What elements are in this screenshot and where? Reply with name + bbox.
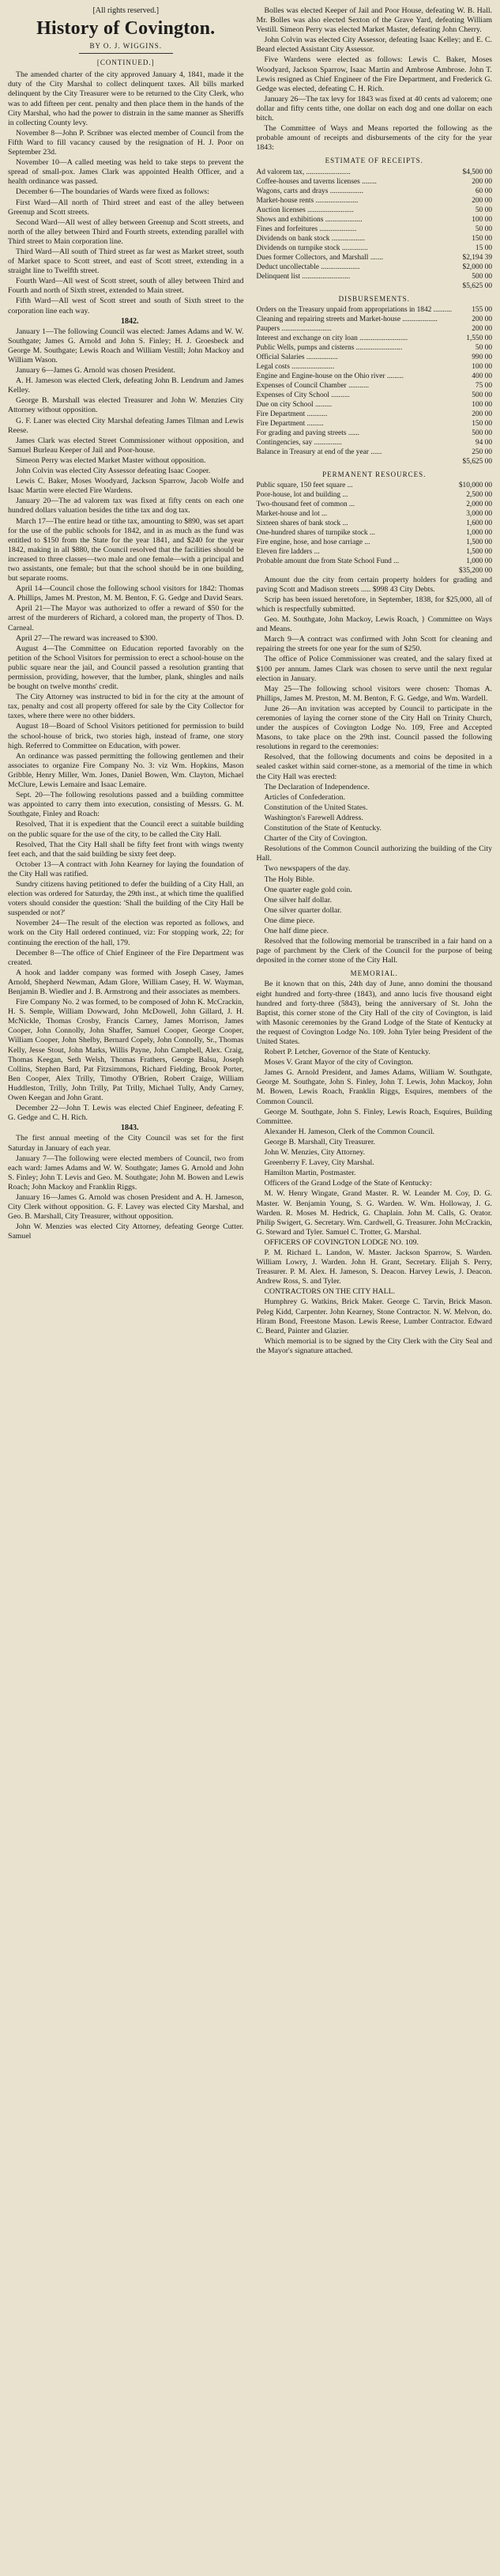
item-amount: $10,000 00 [458, 481, 492, 489]
item-label: Sixteen shares of bank stock ... [256, 519, 348, 527]
item-label: Fire Department ........... [256, 410, 328, 418]
paragraph: Lewis C. Baker, Moses Woodyard, Jackson Sparrow, Jacob Wolfe and Isaac Martin were elected Fire Wardens. [8, 477, 244, 496]
item-amount: 1,000 00 [466, 557, 492, 565]
paragraph: The City Attorney was instructed to bid in for the city at the amount of tax, penalty and cost all property offered for sale by the City Collector for taxes, where there were no other bidders. [8, 693, 244, 721]
paragraph: P. M. Richard L. Landon, W. Master. Jackson Sparrow, S. Warden. William Lowry, J. Warden. John H. Grant, Secretary. Elijah S. Perry, Treasurer. P. M. Alex. H. Jameson, S. Deacon. Harvey Lewis, J. Deacon. Andrew Ross, S. and Tyler. [256, 1248, 492, 1286]
paragraph: Charter of the City of Covington. [264, 834, 368, 844]
item-amount: 100 00 [472, 215, 492, 224]
item-label: Eleven fire ladders ... [256, 547, 320, 556]
item-label: Public Wells, pumps and cisterns ......................... [256, 343, 403, 352]
paragraph: Sept. 20—The following resolutions passed and a building committee was appointed to carry them into execution, consisting of Messrs. G. M. Southgate, Finley and Roach: [8, 791, 244, 819]
paragraph: One silver quarter dollar. [264, 905, 342, 915]
table-row [257, 253, 493, 263]
paragraph: Be it known that on this, 24th day of June, anno domini the thousand eight hundred and forty-three (1843), and anno lucis five thousand eight hundred and forty-three (5843), being the anniversary of St. John the Baptist, this corner stone of the City Hall of the city of Covington, is laid with Masonic ceremonies by the Grand Lodge of the State of Kentucky at the request of Covington Lodge No. 109. John Tyler being President of the United States. [256, 980, 492, 1046]
paragraph: Second Ward—All west of alley between Greenup and Scott streets, and north of the alley between Third and Fourth streets, extending parallel with Third street to Main corporation line. [8, 217, 244, 246]
paragraph: January 6—James G. Arnold was chosen President. [16, 366, 175, 376]
item-amount: $2,000 00 [462, 263, 492, 271]
paragraph: November 24—The result of the election was reported as follows, and work on the City Hall ordered continued, viz: For stopping work, 22; for continuing the erection of the hall, 179. [8, 919, 244, 947]
item-label: For grading and paving streets ...... [256, 429, 359, 437]
receipts-heading: ESTIMATE OF RECEIPTS. [325, 157, 423, 165]
table-row [257, 419, 493, 429]
paragraph: Fifth Ward—All west of Scott street and south of Sixth street to the corporation line each way. [8, 297, 244, 315]
table-row [257, 500, 493, 509]
table-row [257, 206, 493, 215]
paragraph: Simeon Perry was elected Market Master without opposition. [16, 455, 206, 465]
table-row [257, 168, 493, 177]
paragraph: March 17—The entire head or tithe tax, amounting to $890, was set apart for the use of the public schools for 1842, and in as much as the fund was entitled to $150 from the State for the year 1841, and $240 for the year 1842, making in all $880, the Council resolved that the facilities should be increased to three classes—two male and one female—with a principal and two assistants, one female; but that the school should be in one building, but separate rooms. [8, 516, 244, 584]
paragraph: November 8—John P. Scribner was elected member of Council from the Fifth Ward to fill vacancy caused by the resignation of H. J. Poor on September 23d. [8, 128, 244, 157]
table-row [257, 272, 493, 281]
disbursements-heading: DISBURSEMENTS. [338, 294, 410, 303]
paragraph: G. F. Laner was elected City Marshal defeating James Tilman and Lewis Reese. [8, 416, 244, 435]
paragraph: 1843. [121, 1124, 139, 1133]
paragraph: April 27—The reward was increased to $300. [16, 633, 158, 643]
paragraph: Sundry citizens having petitioned to defer the building of a City Hall, an election was ordered for Saturday, the 29th inst., at which time the qualified voters should consider the question: 'Shall the building of the City Hall be suspended or not?' [8, 879, 244, 918]
permanent-heading: PERMANENT RESOURCES. [322, 470, 427, 478]
paragraph: John Colvin was elected City Assessor, defeating Isaac Kelley; and E. C. Beard elected Assistant City Assessor. [256, 36, 492, 55]
item-amount: $35,200 00 [458, 566, 492, 575]
table-row [257, 557, 493, 566]
item-amount: 250 00 [472, 448, 492, 456]
right-top-paragraphs [257, 6, 493, 153]
table-row [257, 281, 493, 291]
item-amount: 400 00 [472, 372, 492, 380]
table-row [257, 244, 493, 253]
paragraph: November 10—A called meeting was held to take steps to prevent the spread of small-pox. James Clark was appointed Health Officer, and a health ordinance was passed. [8, 158, 244, 187]
item-label: Public square, 150 feet square ... [256, 481, 353, 489]
paragraph: August 18—Board of School Visitors petitioned for permission to build the school-house of brick, two stories high, instead of frame, one story high. Referred to Committee on Education, with power. [8, 722, 244, 750]
paragraph: Greenberry F. Lavey, City Marshal. [264, 1158, 374, 1168]
item-amount: 100 00 [472, 362, 492, 371]
paragraph: Which memorial is to be signed by the City Clerk with the City Seal and the Mayor's signature attached. [256, 1336, 492, 1355]
item-label: Official Salaries ................. [256, 353, 338, 361]
paragraph: April 14—Council chose the following school visitors for 1842: Thomas A. Phillips, James M. Preston, M. M. Benton, F. G. Gedge and David Sears. [8, 584, 244, 603]
title-rule [79, 53, 173, 54]
item-amount: 200 00 [472, 177, 492, 186]
paragraph: The first annual meeting of the City Council was set for the first Saturday in January of each year. [8, 1134, 244, 1153]
paragraph: One dime piece. [264, 916, 315, 925]
paragraph: April 21—The Mayor was authorized to offer a reward of $50 for the arrest of the murderers of Richard, a colored man, the property of Thos. D. Carneal. [8, 604, 244, 633]
paragraph: First Ward—All north of Third street and east of the alley between Greenup and Scott streets. [8, 198, 244, 217]
paragraph: George M. Southgate, John S. Finley, Lewis Roach, Esquires, Building Committee. [256, 1107, 492, 1126]
table-row [257, 215, 493, 225]
item-amount: 60 00 [475, 187, 492, 195]
right-middle-paragraphs [257, 576, 493, 966]
paragraph: The office of Police Commissioner was created, and the salary fixed at $100 per annum. James Clark was chosen to serve until the next regular election in January. [256, 655, 492, 683]
table-row [257, 225, 493, 234]
article-title: History of Covington. [36, 18, 216, 40]
right-column [257, 6, 493, 2570]
item-label: Shows and exhibitions .................... [256, 215, 363, 224]
table-row [257, 429, 493, 438]
table-row [257, 438, 493, 448]
paragraph: Third Ward—All south of Third street as far west as Market street, south of Market space to Scott street, and east of Scott street, extending in a straight line to Twelfth street. [8, 247, 244, 276]
item-label: Paupers ........................... [256, 324, 332, 333]
item-label: Cleaning and repairing streets and Market-house ................... [256, 315, 438, 323]
article-byline: BY O. J. WIGGINS. [89, 42, 162, 51]
item-amount: 50 00 [475, 225, 492, 233]
item-amount: 1,550 00 [466, 334, 492, 342]
item-label: Ad valorem tax, ........................ [256, 168, 351, 176]
table-row [257, 334, 493, 343]
item-label: Deduct uncollectable ..................... [256, 263, 360, 271]
table-row [257, 528, 493, 538]
paragraph: The Holy Bible. [264, 874, 314, 884]
paragraph: James Clark was elected Street Commissioner without opposition, and Samuel Burleau Keeper of Jail and Poor-house. [8, 436, 244, 455]
table-row [257, 263, 493, 272]
table-row [257, 196, 493, 206]
table-row [257, 177, 493, 187]
paragraph: John Colvin was elected City Assessor defeating Isaac Cooper. [16, 466, 211, 476]
item-label: Dividends on bank stock .................. [256, 234, 365, 243]
paragraph: December 6—The boundaries of Wards were fixed as follows: [16, 187, 209, 197]
paragraph: An ordinance was passed permitting the following gentlemen and their associates to organize Fire Company No. 3: viz Wm. Hopkins, Mason Gribble, Henry Miller, Wm. Jones, Daniel Bowen, Wm. Clayton, Michael McClure, Lewis Lemaire and Isaac Lemaire. [8, 751, 244, 790]
item-amount: 50 00 [475, 343, 492, 352]
table-row [257, 509, 493, 519]
item-label: Dividends on turnpike stock .............. [256, 244, 368, 252]
paragraph: A hook and ladder company was formed with Joseph Casey, James Arnold, Shepherd Newman, Adam Glore, William Casey, H. W. Wayman, Benjamin B. Wiedler and J. B. Armstrong and their associates as members. [8, 968, 244, 996]
paragraph: OFFICERS OF COVINGTON LODGE NO. 109. [264, 1237, 419, 1247]
paragraph: December 8—The office of Chief Engineer of the Fire Department was created. [8, 948, 244, 967]
table-row [257, 187, 493, 196]
paragraph: Humphrey G. Watkins, Brick Maker. George C. Tarvin, Brick Mason. Peleg Kidd, Carpenter. John Kearney, Stone Contractor. N. W. Melvon, do. Hiram Bond, Freestone Mason. Lewis Reese, Lumber Contractor. Edward C. Beard, Painter and Glazier. [256, 1297, 492, 1335]
table-row [257, 234, 493, 244]
paragraph: A. H. Jameson was elected Clerk, defeating John B. Lendrum and James Kelley. [8, 376, 244, 395]
item-label: Wagons, carts and drays .................. [256, 187, 363, 195]
table-row [257, 448, 493, 457]
paragraph: January 26—The tax levy for 1843 was fixed at 40 cents ad valorem; one dollar and fifty cents tithe, one dollar on each dog and one dollar on each bitch. [256, 94, 492, 123]
paragraph: Hamilton Martin, Postmaster. [264, 1169, 356, 1178]
paragraph: January 1—The following Council was elected: James Adams and W. W. Southgate; James G. Arnold and John S. Finley; H. J. Groesbeck and George M. Southgate; Lewis Roach and William Vestill; John Mackoy and William Wason. [8, 327, 244, 364]
item-label: Legal costs ....................... [256, 362, 335, 371]
paragraph: One quarter eagle gold coin. [264, 885, 352, 894]
item-label: Fire Department ......... [256, 419, 324, 428]
paragraph: October 13—A contract with John Kearney for laying the foundation of the City Hall was ratified. [8, 859, 244, 878]
paragraph: Amount due the city from certain property holders for grading and paving Scott and Madison streets ..... $998 43 City Debts. [256, 575, 492, 594]
table-row [257, 547, 493, 557]
paragraph: Articles of Confederation. [264, 792, 346, 802]
table-row [257, 566, 493, 576]
item-amount: 1,600 00 [466, 519, 492, 527]
paragraph: Robert P. Letcher, Governor of the State of Kentucky. [264, 1048, 430, 1057]
rights-notice: [All rights reserved.] [92, 6, 160, 15]
item-label: Expenses of City School .......... [256, 391, 350, 399]
item-amount: 500 00 [472, 391, 492, 399]
item-label: Auction licenses ......................... [256, 206, 354, 214]
disbursements-table [257, 305, 493, 466]
item-amount: 200 00 [472, 410, 492, 418]
item-amount: 500 00 [472, 429, 492, 437]
item-label: Market-house rents ....................... [256, 196, 359, 205]
item-amount: 150 00 [472, 419, 492, 428]
item-amount: $2,194 39 [462, 253, 492, 262]
paragraph: Fire Company No. 2 was formed, to be composed of John K. McCrackin, H. S. Semple, William Dowward, John McDowell, John Gillard, J. H. McNickle, Thomas Crosby, Francis Carney, James Morrison, James Cooper, John Connolly, John Shaffer, Samuel Cooper, George Cooper, William Cooper, John Shelby, Bernard Copely, John Connolly, Sr., Thomas Kelly, Jesse Stout, John Marks, Willis Payne, John Campbell, Alex. Craig, Thomas Keegan, Seth Welsh, Thomas Frathers, George Balsu, Joseph Collins, Stephen Bard, Pat Fitzsimmons, Richard Fielding, Brook Porter, Ben Cooper, Alex Trilly, Timothy O'Brien, Robert Craige, William Huddleston, Trilly, John Trilly, Pat Trilly, Michael Tully, Andy Carney, Owen Keegan and John Grant. [8, 998, 244, 1103]
table-row [257, 457, 493, 466]
paragraph: Resolved, That it is expedient that the Council erect a suitable building on the public square for the use of the city, to be called the City Hall. [8, 820, 244, 839]
paragraph: Resolved, that the following documents and coins be deposited in a sealed casket within said corner-stone, as a memorial of the time in which the City Hall was erected: [256, 753, 492, 781]
right-bottom-paragraphs [257, 980, 493, 1356]
item-amount: 75 00 [475, 381, 492, 390]
item-label: Delinquent list .......................... [256, 272, 351, 281]
item-label: One-hundred shares of turnpike stock ... [256, 528, 375, 537]
paragraph: Fourth Ward—All west of Scott street, south of alley between Third and Fourth and north of Sixth street, extended to Main street. [8, 277, 244, 296]
table-row [257, 490, 493, 500]
item-label: Balance in Treasury at end of the year ...... [256, 448, 382, 456]
table-row [257, 372, 493, 381]
item-label: Fire engine, hose, and hose carriage ... [256, 538, 370, 546]
paragraph: Moses V. Grant Mayor of the city of Covington. [264, 1058, 413, 1067]
table-row [257, 519, 493, 528]
item-amount: 990 00 [472, 353, 492, 361]
receipts-table [257, 168, 493, 291]
item-label: Expenses of Council Chamber ........... [256, 381, 369, 390]
item-amount: 150 00 [472, 234, 492, 243]
paragraph: Geo. M. Southgate, John Mackoy, Lewis Roach, } Committee on Ways and Means. [256, 615, 492, 634]
paragraph: January 7—The following were elected members of Council, two from each ward: James Adams and W. W. Southgate; James G. Arnold and John S. Finley; John T. Levis and Geo. M. Southgate; John M. Bowen and Lewis Roach; John Mackoy and Franklin Riggs. [8, 1154, 244, 1192]
item-amount: 1,500 00 [466, 547, 492, 556]
paragraph: One half dime piece. [264, 926, 329, 935]
memorial-heading: MEMORIAL. [350, 969, 398, 978]
table-row [257, 381, 493, 391]
item-amount: 155 00 [472, 305, 492, 314]
item-amount: 200 00 [472, 196, 492, 205]
left-paragraphs [8, 70, 244, 1241]
item-amount: 500 00 [472, 272, 492, 281]
table-row [257, 410, 493, 419]
table-row [257, 305, 493, 315]
paragraph: CONTRACTORS ON THE CITY HALL. [264, 1287, 396, 1297]
paragraph: Resolutions of the Common Council authorizing the building of the City Hall. [256, 844, 492, 863]
item-amount: 200 00 [472, 315, 492, 323]
item-amount: 15 00 [475, 244, 492, 252]
item-label [257, 457, 457, 466]
paragraph: Five Wardens were elected as follows: Lewis C. Baker, Moses Woodyard, Jackson Sparrow, Isaac Martin and Ambrose Ambrose. John T. Lewis resigned as Chief Engineer of the Fire Department, and Frederick G. Gedge was elected, defeating C. H. Rich. [256, 55, 492, 93]
item-label [257, 281, 442, 291]
item-label: Two-thousand feet of common ... [256, 500, 355, 508]
paragraph: Resolved, That the City Hall shall be fifty feet front with wings twenty feet each, and that the said building be sixty feet deep. [8, 840, 244, 859]
item-amount: 100 00 [472, 400, 492, 409]
paragraph: M. W. Henry Wingate, Grand Master. R. W. Leander M. Coy, D. G. Master. W. Benjamin Young, S. G. Warden. W. Wm. Holloway, J. G. Warden. R. Moses M. Hedrick, G. Chaplain. John M. Calls, G. Orator. Philip Swigert, G. Secretary. Wm. Cardwell, G. Treasurer. John McCrackin, G. Steward and Tyler. Samuel C. Trotter, G. Marshal. [256, 1189, 492, 1237]
table-row [257, 353, 493, 362]
paragraph: James G. Arnold President, and James Adams, William W. Southgate, George M. Southgate, John S. Finley, John T. Lewis, John Mackoy, John M. Bowen, Lewis Roach, Franklin Riggs, Esquires, members of the Common Council. [256, 1068, 492, 1106]
table-row [257, 538, 493, 547]
table-row [257, 324, 493, 334]
paragraph: Constitution of the State of Kentucky. [264, 824, 382, 833]
item-amount: 2,500 00 [466, 490, 492, 499]
paragraph: John W. Menzies, City Attorney. [264, 1148, 366, 1158]
paragraph: Alexander H. Jameson, Clerk of the Common Council. [264, 1127, 434, 1136]
paragraph: The amended charter of the city approved January 4, 1841, made it the duty of the City Marshal to collect delinquent taxes. All bills marked delinquent by the City Treasurer were to be returned to the City Clerk, who was to add fifteen per cent. penalty and then place them in the hands of the City Marshal, who had the power to distrain in the same manner as Sheriffs in collecting County levy. [8, 70, 244, 127]
paragraph: January 20—The ad valorem tax was fixed at fifty cents on each one hundred dollars valuation besides the tithe tax and dog tax. [8, 497, 244, 516]
item-amount: $5,625 00 [462, 457, 492, 466]
paragraph: March 9—A contract was confirmed with John Scott for cleaning and repairing the streets for one year for the sum of $250. [256, 635, 492, 654]
table-row [257, 481, 493, 490]
item-amount: $5,625 00 [462, 281, 492, 290]
table-row [257, 315, 493, 324]
item-label: Market-house and lot ... [256, 509, 328, 518]
continued-label: [CONTINUED.] [96, 59, 155, 67]
item-label [257, 566, 443, 576]
paragraph: Bolles was elected Keeper of Jail and Poor House, defeating W. B. Hall. Mr. Bolles was also elected Sexton of the Grave Yard, defeating William Vestill. Simeon Perry was elected Market Master, defeating John Cherry. [256, 6, 492, 35]
paragraph: December 22—John T. Lewis was elected Chief Engineer, defeating F. G. Gedge and C. H. Rich. [8, 1104, 244, 1123]
item-label: Probable amount due from State School Fund ... [256, 557, 400, 565]
paragraph: George B. Marshall was elected Treasurer and John W. Menzies City Attorney without opposition. [8, 396, 244, 415]
left-column [8, 6, 244, 2570]
paragraph: Scrip has been issued heretofore, in September, 1838, for $25,000, all of which is respectfully submitted. [256, 595, 492, 614]
paragraph: George B. Marshall, City Treasurer. [264, 1137, 375, 1146]
item-label: Coffee-houses and taverns licenses ........ [256, 177, 377, 186]
paragraph: August 4—The Committee on Education reported favorably on the petition of the School Visitors for permission to erect a school-house on the public square near the jail, and Council passed a resolution granting that permission, providing, however, that the lumber, plank, shingles and nails be bought on twelve months' credit. [8, 644, 244, 692]
permanent-resources-table [257, 481, 493, 576]
item-amount: 1,000 00 [466, 528, 492, 537]
paragraph: The Declaration of Independence. [264, 782, 370, 791]
item-amount: 94 00 [475, 438, 492, 447]
item-label: Poor-house, lot and building ... [256, 490, 348, 499]
item-label: Due on city School ......... [256, 400, 333, 409]
item-label: Interest and exchange on city loan .......................... [256, 334, 408, 342]
paragraph: One silver half dollar. [264, 895, 332, 905]
item-amount: 1,500 00 [466, 538, 492, 546]
item-label: Orders on the Treasury unpaid from appropriations in 1842 .......... [256, 305, 453, 314]
item-amount: 200 00 [472, 324, 492, 333]
item-label: Contingencies, say ............... [256, 438, 342, 447]
paragraph: John W. Menzies was elected City Attorney, defeating George Cutter. Samuel [8, 1222, 244, 1241]
item-amount: 3,000 00 [466, 509, 492, 518]
paragraph: January 16—James G. Arnold was chosen President and A. H. Jameson, City Clerk without opposition. G. F. Lavey was elected City Marshal, and Geo. B. Marshall, City Treasurer, without opposition. [8, 1192, 244, 1222]
item-amount: 2,000 00 [466, 500, 492, 508]
paragraph: The Committee of Ways and Means reported the following as the probable amount of receipts and disbursements of the city for the year 1843: [256, 124, 492, 153]
table-row [257, 343, 493, 353]
table-row [257, 391, 493, 400]
table-row [257, 362, 493, 372]
item-label: Dues former Collectors, and Marshall ....... [256, 253, 384, 262]
paragraph: Constitution of the United States. [264, 803, 368, 812]
table-row [257, 400, 493, 410]
item-label: Fines and forfeitures .................... [256, 225, 357, 233]
paragraph: Washington's Farewell Address. [264, 813, 363, 822]
paragraph: Officers of the Grand Lodge of the State of Kentucky: [264, 1179, 432, 1188]
item-amount: 50 00 [475, 206, 492, 214]
paragraph: Resolved that the following memorial be transcribed in a fair hand on a page of parchment by the Clerk of the Council for the purpose of being deposited in the corner stone of the City Hall. [256, 937, 492, 965]
paragraph: June 26—An invitation was accepted by Council to participate in the ceremonies of laying the corner stone of the City Hall on Trinity Church, under the auspices of Covington Lodge No. 109, Free and Accepted Masons, to take place on the 29th inst. Council passed the following resolutions in regard to the ceremonies: [256, 704, 492, 752]
paragraph: 1842. [121, 316, 139, 326]
item-label: Engine and Engine-house on the Ohio river ......... [256, 372, 404, 380]
item-amount: $4,500 00 [462, 168, 492, 176]
paragraph: May 25—The following school visitors were chosen: Thomas A. Phillips, James M. Preston, M. M. Benton, F. G. Gedge, and Wm. Wardell. [256, 684, 492, 703]
paragraph: Two newspapers of the day. [264, 864, 351, 874]
